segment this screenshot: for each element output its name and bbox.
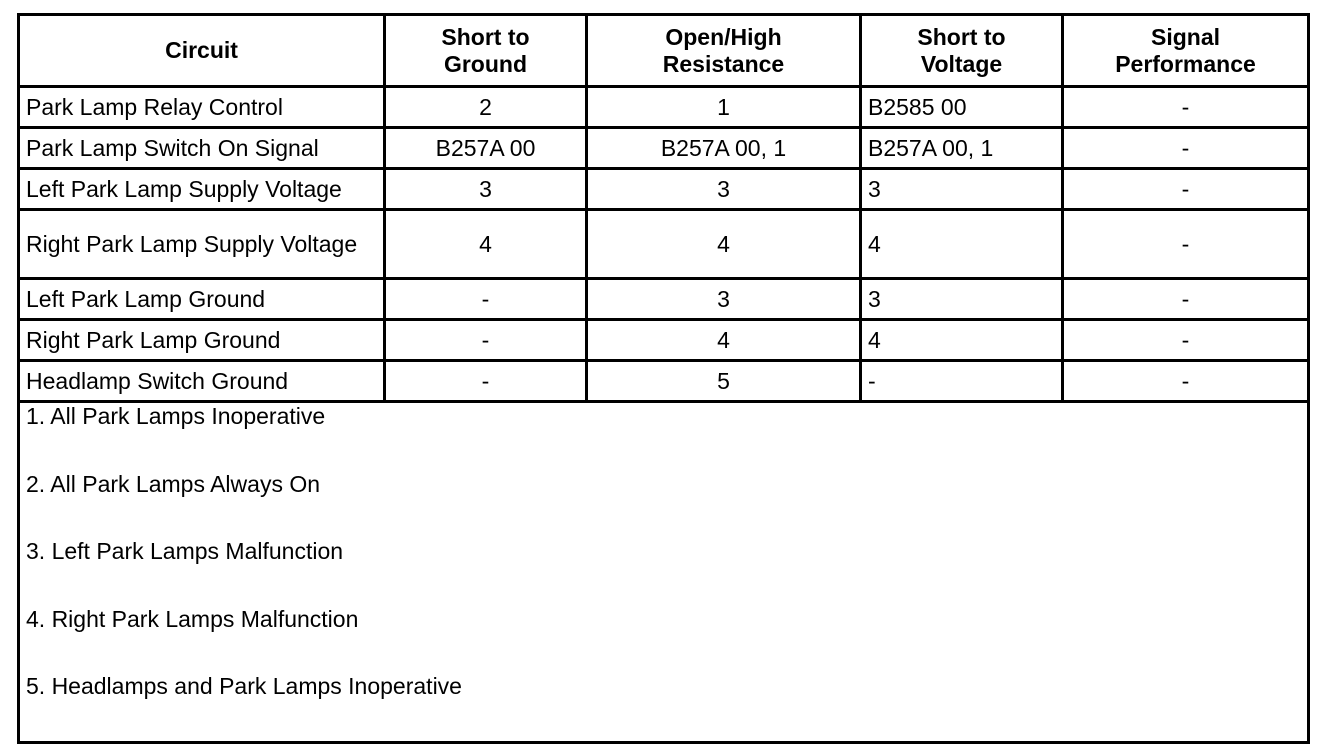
cell-short-to-voltage: 4 (861, 320, 1063, 361)
notes-row (19, 402, 1309, 743)
cell-signal-performance: - (1063, 169, 1309, 210)
cell-circuit: Right Park Lamp Ground (19, 320, 385, 361)
cell-signal-performance: - (1063, 210, 1309, 279)
cell-circuit: Left Park Lamp Ground (19, 279, 385, 320)
cell-circuit: Right Park Lamp Supply Voltage (19, 210, 385, 279)
cell-signal-performance: - (1063, 320, 1309, 361)
table-row (19, 87, 1309, 128)
cell-short-to-ground: - (385, 320, 587, 361)
note-item: 2. All Park Lamps Always On (26, 470, 321, 497)
cell-signal-performance: - (1063, 128, 1309, 169)
cell-open-high-resistance: B257A 00, 1 (587, 128, 861, 169)
header-short-to-ground: Short to Ground (385, 15, 587, 87)
header-circuit: Circuit (19, 15, 385, 87)
cell-short-to-ground: B257A 00 (385, 128, 587, 169)
cell-circuit: Park Lamp Relay Control (19, 87, 385, 128)
cell-circuit: Headlamp Switch Ground (19, 361, 385, 402)
table-row (19, 169, 1309, 210)
cell-short-to-ground: 3 (385, 169, 587, 210)
cell-open-high-resistance: 5 (587, 361, 861, 402)
cell-signal-performance: - (1063, 279, 1309, 320)
table-row (19, 361, 1309, 402)
table-row (19, 210, 1309, 279)
cell-short-to-voltage: B257A 00, 1 (861, 128, 1063, 169)
header-open-high-resistance: Open/High Resistance (587, 15, 861, 87)
cell-short-to-voltage: 3 (861, 169, 1063, 210)
cell-short-to-voltage: - (861, 361, 1063, 402)
cell-short-to-ground: - (385, 279, 587, 320)
cell-signal-performance: - (1063, 87, 1309, 128)
cell-short-to-ground: 2 (385, 87, 587, 128)
table-row (19, 128, 1309, 169)
note-item: 1. All Park Lamps Inoperative (26, 403, 326, 429)
cell-open-high-resistance: 4 (587, 210, 861, 279)
cell-circuit: Left Park Lamp Supply Voltage (19, 169, 385, 210)
note-item: 5. Headlamps and Park Lamps Inoperative (26, 673, 462, 699)
cell-circuit: Park Lamp Switch On Signal (19, 128, 385, 169)
cell-signal-performance: - (1063, 361, 1309, 402)
cell-open-high-resistance: 1 (587, 87, 861, 128)
fault-table (17, 13, 1310, 744)
header-short-to-voltage: Short to Voltage (861, 15, 1063, 87)
header-row (19, 15, 1309, 87)
table-row (19, 320, 1309, 361)
cell-short-to-ground: 4 (385, 210, 587, 279)
cell-open-high-resistance: 3 (587, 279, 861, 320)
header-signal-performance: Signal Performance (1063, 15, 1309, 87)
notes-cell (19, 402, 1309, 743)
cell-open-high-resistance: 3 (587, 169, 861, 210)
table-row (19, 279, 1309, 320)
cell-short-to-voltage: 4 (861, 210, 1063, 279)
cell-short-to-ground: - (385, 361, 587, 402)
cell-open-high-resistance: 4 (587, 320, 861, 361)
cell-short-to-voltage: 3 (861, 279, 1063, 320)
note-item: 3. Left Park Lamps Malfunction (26, 538, 344, 564)
cell-short-to-voltage: B2585 00 (861, 87, 1063, 128)
note-item: 4. Right Park Lamps Malfunction (26, 605, 359, 632)
